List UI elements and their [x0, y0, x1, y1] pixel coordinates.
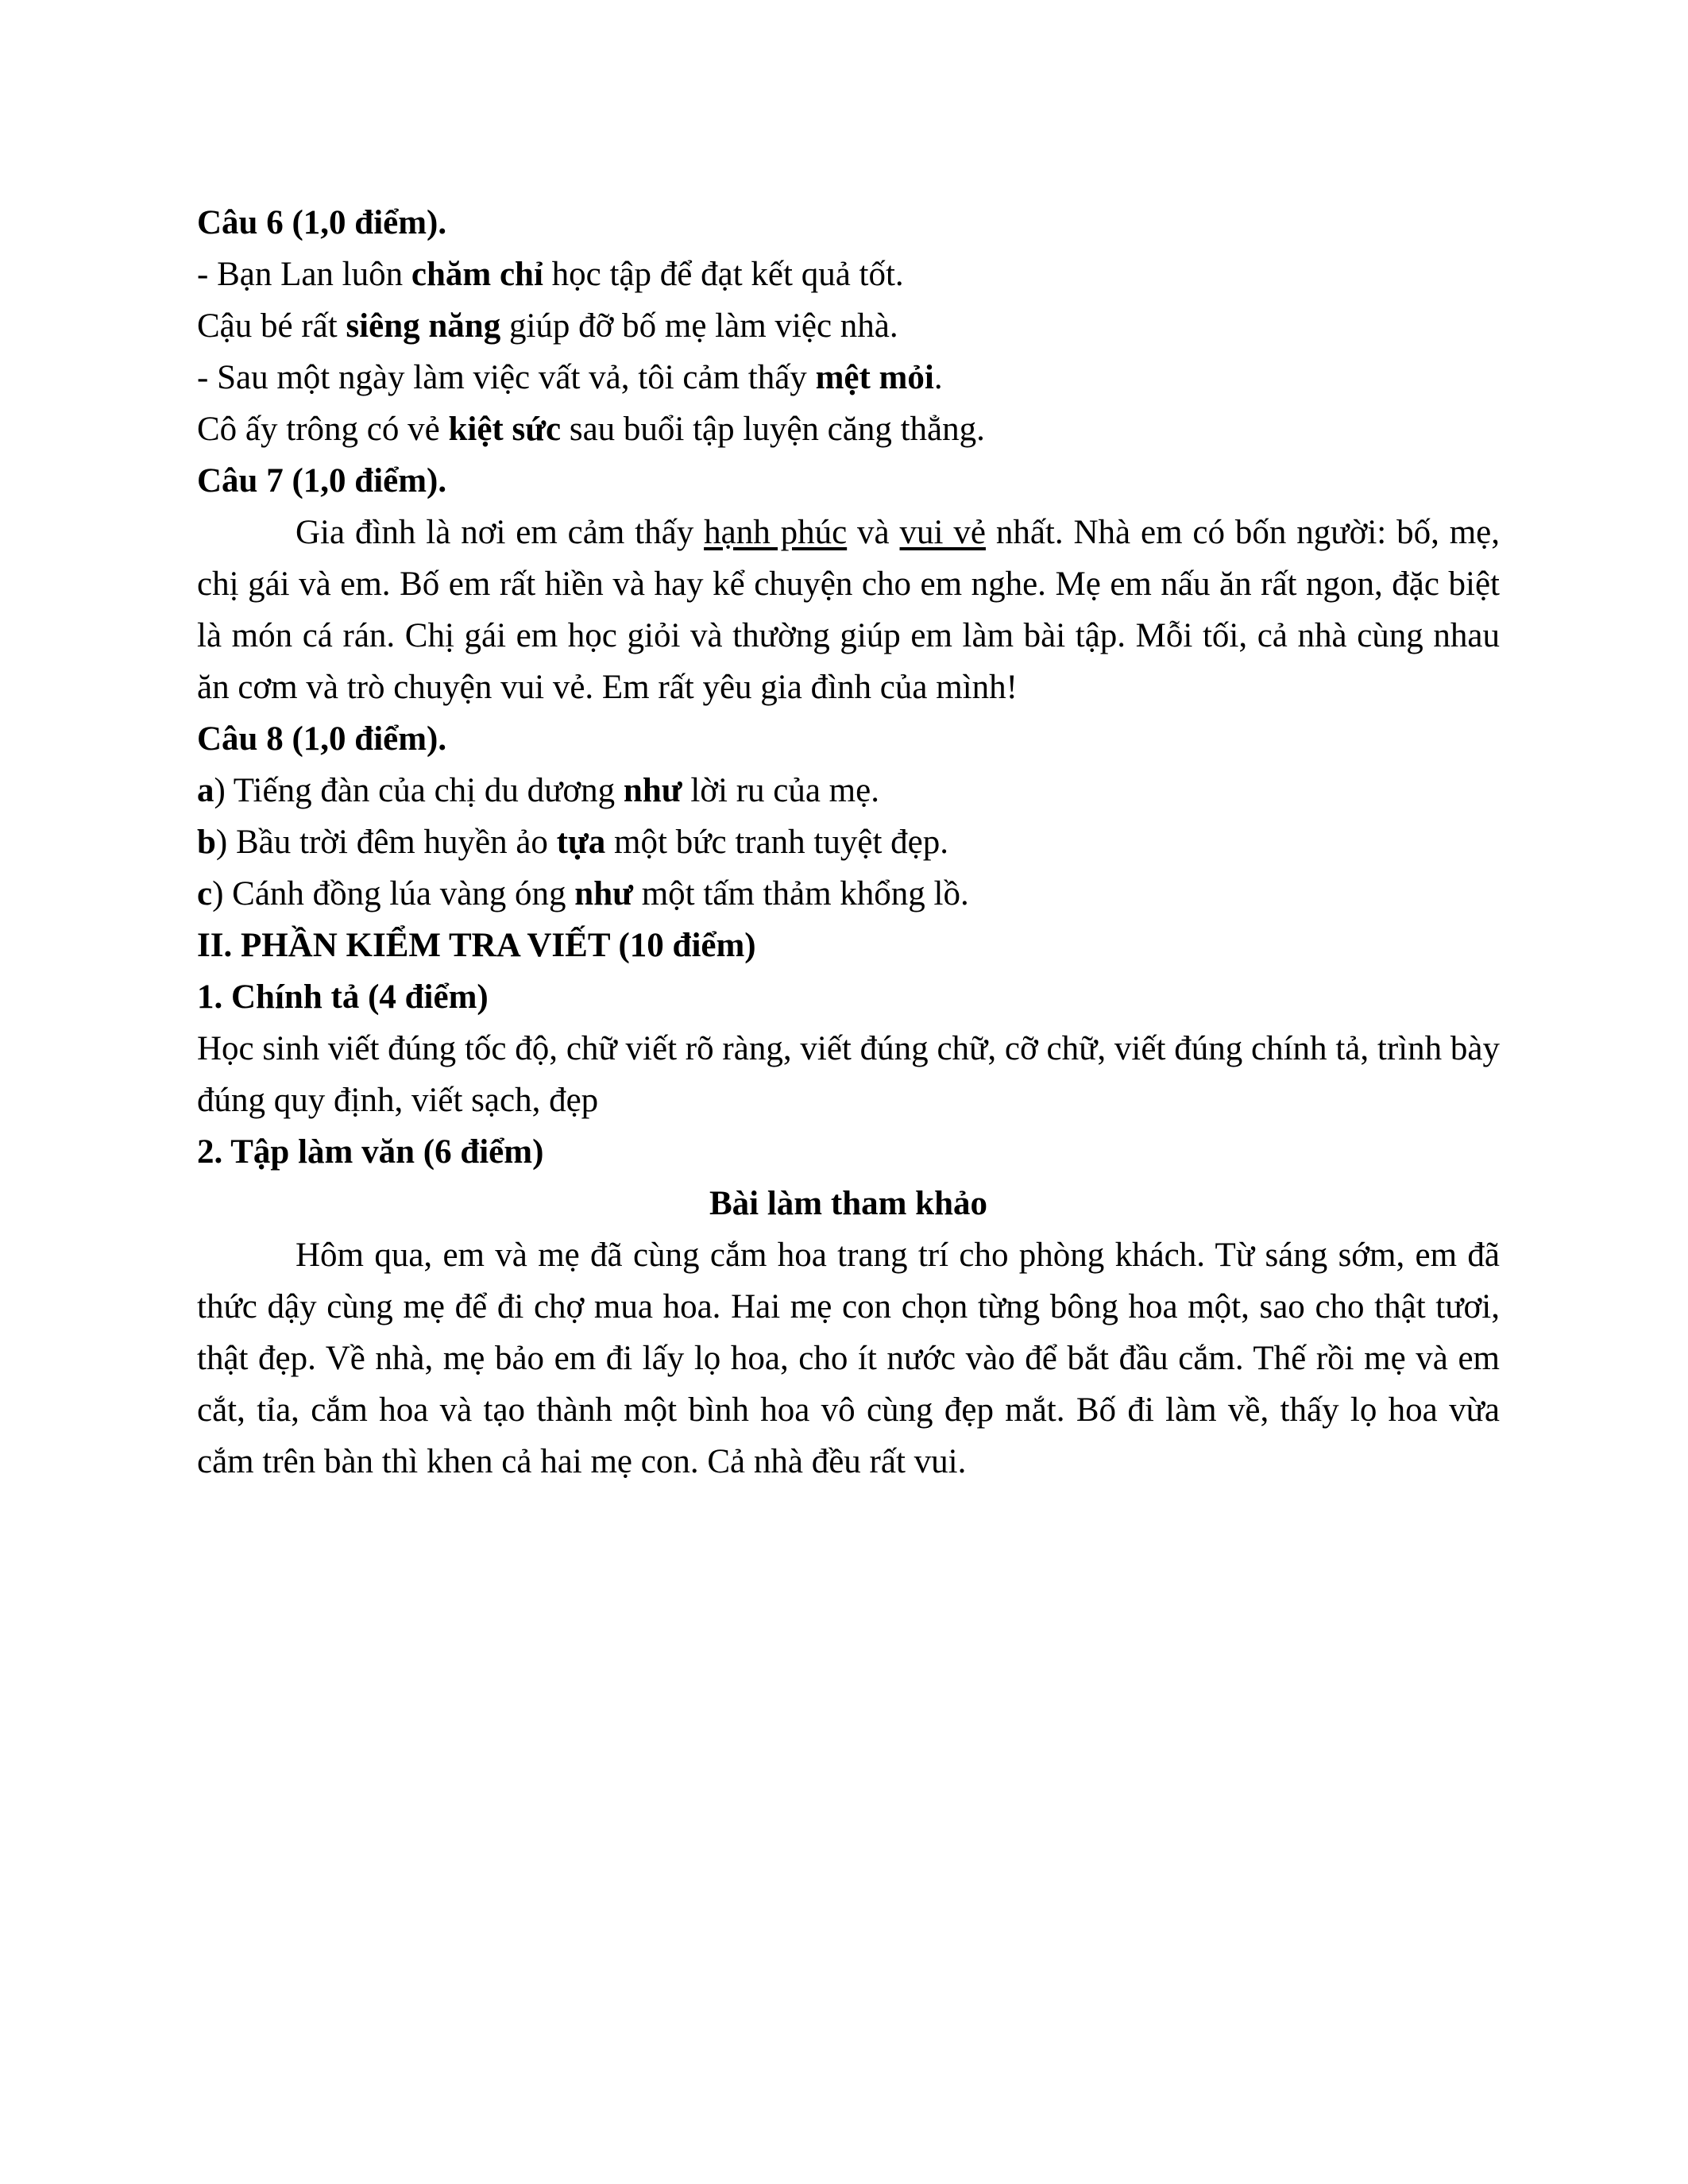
q8-item-b-text: ) Bầu trời đêm huyền ảo — [215, 824, 557, 861]
q6-line-2-bold: siêng năng — [346, 307, 501, 345]
q7-text-1: Gia đình là nơi em cảm thấy — [295, 514, 705, 551]
q7-paragraph — [197, 507, 1500, 713]
q6-line-1 — [197, 249, 1500, 300]
essay-title: Bài làm tham khảo — [709, 1185, 988, 1222]
q6-line-1-bold: chăm chỉ — [411, 256, 543, 293]
q8-item-a-text: ) Tiếng đàn của chị du dương — [214, 772, 624, 809]
q6-line-3-end: . — [933, 359, 943, 396]
essay-text: Hôm qua, em và mẹ đã cùng cắm hoa trang trí cho phòng khách. Từ sáng sớm, em đã thức dậy cùng mẹ để đi chợ mua hoa. Hai mẹ con chọn từng bông hoa một, sao cho thật tươi, thật đẹp. Về nhà, mẹ bảo em đi lấy lọ hoa, cho ít nước vào để bắt đầu cắm. Thế rồi mẹ và em cắt, tỉa, cắm hoa và tạo thành một bình hoa vô cùng đẹp mắt. Bố đi làm về, thấy lọ hoa vừa cắm trên bàn thì khen cả hai mẹ con. Cả nhà đều rất vui. — [197, 1237, 1500, 1480]
q6-line-3-text: - Sau một ngày làm việc vất vả, tôi cảm thấy — [197, 359, 816, 396]
q6-line-3 — [197, 352, 1500, 403]
q7-text-3: nhất. Nhà em có bốn người: bố, mẹ, chị gái và em. Bố em rất hiền và hay kể chuyện cho em nghe. Mẹ em nấu ăn rất ngon, đặc biệt là món cá rán. Chị gái em học giỏi và thường giúp em làm bài tập. Mỗi tối, cả nhà cùng nhau ăn cơm và trò chuyện vui vẻ. Em rất yêu gia đình của mình! — [197, 514, 1501, 706]
q8-item-c-label: c — [197, 875, 213, 913]
q6-line-2-end: giúp đỡ bố mẹ làm việc nhà. — [500, 307, 898, 345]
q6-line-4-bold: kiệt sức — [448, 411, 562, 448]
q8-item-b-end: một bức tranh tuyệt đẹp. — [605, 824, 948, 861]
q6-line-3-bold: mệt mỏi — [815, 359, 934, 396]
q7-title: Câu 7 (1,0 điểm). — [197, 462, 447, 500]
q8-item-a-bold: như — [623, 772, 682, 809]
q8-item-a — [197, 765, 1500, 816]
q8-title: Câu 8 (1,0 điểm). — [197, 720, 447, 758]
section2-title: 2. Tập làm văn (6 điểm) — [197, 1133, 544, 1171]
q6-line-1-end: học tập để đạt kết quả tốt. — [543, 256, 904, 293]
q8-item-a-label: a — [197, 772, 214, 809]
q6-line-1-text: - Bạn Lan luôn — [197, 256, 411, 293]
part2-title: II. PHẦN KIỂM TRA VIẾT (10 điểm) — [197, 927, 756, 964]
q7-underlined-2: vui vẻ — [899, 514, 986, 551]
section1-text: Học sinh viết đúng tốc độ, chữ viết rõ ràng, viết đúng chữ, cỡ chữ, viết đúng chính tả, trình bày đúng quy định, viết sạch, đẹp — [197, 1030, 1500, 1119]
q8-item-c — [197, 868, 1500, 920]
q8-item-c-end: một tấm thảm khổng lồ. — [632, 875, 969, 913]
q6-line-2-text: Cậu bé rất — [197, 307, 346, 345]
q6-line-4-end: sau buổi tập luyện căng thẳng. — [561, 411, 985, 448]
q8-item-b-label: b — [197, 824, 216, 861]
q6-line-4-text: Cô ấy trông có vẻ — [197, 411, 449, 448]
q7-text-2: và — [847, 514, 900, 551]
q6-line-4 — [197, 403, 1500, 455]
q8-item-a-end: lời ru của mẹ. — [682, 772, 879, 809]
essay-paragraph — [197, 1229, 1500, 1488]
q6-title: Câu 6 (1,0 điểm). — [197, 204, 447, 241]
q7-underlined-1: hạnh phúc — [704, 514, 848, 551]
q8-item-b-bold: tựa — [556, 824, 606, 861]
q8-item-c-text: ) Cánh đồng lúa vàng óng — [212, 875, 575, 913]
q8-item-c-bold: như — [574, 875, 633, 913]
q6-line-2 — [197, 300, 1500, 352]
section1-title: 1. Chính tả (4 điểm) — [197, 978, 489, 1016]
q8-item-b — [197, 816, 1500, 868]
document-page — [197, 197, 1500, 1488]
